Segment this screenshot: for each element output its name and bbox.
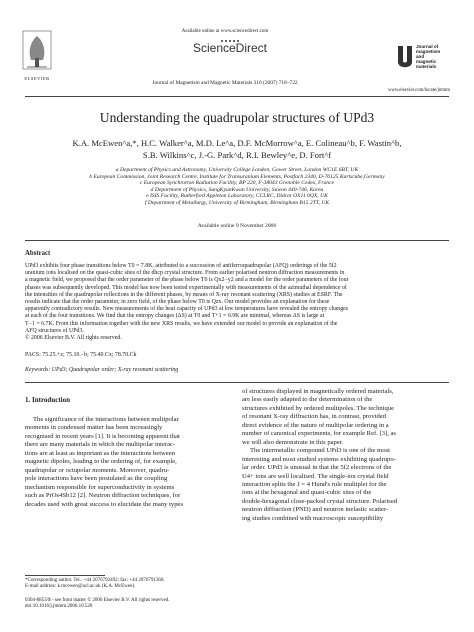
body-line: The intermetallic compound UPd3 is one of the most xyxy=(250,447,390,455)
sciencedirect-brand: ScienceDirect xyxy=(192,41,268,55)
left-column xyxy=(25,416,232,509)
body-line: double-hexagonal close-packed crystal structure. Polarised xyxy=(242,497,398,505)
body-line: The significance of the interactions between multipolar xyxy=(33,416,179,423)
journal-logo-line: magnetism xyxy=(416,49,441,54)
footnote-email[interactable]: E-mail address: k.mcewen@ucl.ac.uk (K.A. McEwen). xyxy=(25,584,136,589)
abstract-heading: Abstract xyxy=(25,250,51,257)
body-line: there are many materials in which the multipolar interac- xyxy=(25,441,176,449)
journal-reference: Journal of Magnetism and Magnetic Materials 310 (2007) 718–722 xyxy=(152,80,298,86)
affiliation-b: b European Commission, Joint Research Centre, Institute for Transuranium Elements, Postfach 2340, D-76125 Karlsruhe,Germany xyxy=(89,173,385,180)
body-line: tions are at least as important as the interactions between xyxy=(25,449,175,457)
sciencedirect-logo xyxy=(160,36,300,55)
body-line: ions at the hexagonal and quasi-cubic sites of the xyxy=(242,489,372,497)
body-line: pole interactions have been postulated as the coupling xyxy=(25,475,168,483)
affiliation-a: a Department of Physics and Astronomy, University College London, Gower Street, London WC1E 6BT, UK xyxy=(115,167,359,173)
body-line: ing studies combined with macroscopic susceptibility xyxy=(242,514,384,522)
abstract-line: a magnetic field, we proposed that the order parameter of the phase below T0 is Qx2−y2 and a model for the order parameters of the four xyxy=(25,277,349,284)
body-line: structures exhibited by ordered multipoles. The technique xyxy=(242,404,395,412)
abstract-line: apparently contradictory results. New measurements of the heat capacity of UPd3 at low temperatures have revealed the entropy changes xyxy=(25,306,349,313)
footnote-author: *Corresponding author. Tel.: +44 2076793492; fax: +44 2076791360. xyxy=(25,578,165,583)
journal-logo-line: Journal of xyxy=(416,44,439,49)
front-matter-footer xyxy=(25,598,325,610)
abstract-line: uranium ions localised on the quasi-cubic sites of the dhcp crystal structure. From earlier polarised neutron diffraction measurements in xyxy=(25,270,345,277)
body-line: recognised in recent years [1]. It is becoming apparent that xyxy=(25,432,180,440)
abstract-line: the intensities of the quadrupolar reflections in the different phases, by means of X-ray resonant scattering (XRS) studies at ESRF. The xyxy=(25,291,343,298)
authors-line-2: S.B. Wilkins^c, J.-G. Park^d, R.I. Bewley^e, D. Fort^f xyxy=(142,150,332,160)
abstract-bottom-rule xyxy=(25,382,449,383)
affiliation-c: c European Synchrotron Radiation Facility, BP 220, F-38043 Grenoble Cedex, France xyxy=(139,180,335,187)
journal-logo-line: and xyxy=(416,54,425,59)
abstract-line: results indicate that the order parameter, in zero field, of the phase below T0 is Qzx. Our model provides an explanation for these xyxy=(25,299,330,306)
footnote xyxy=(25,578,232,590)
body-line: number of canonical experiments, for example Ref. [3], as xyxy=(242,430,396,438)
body-line: of structures displayed in magnetically ordered materials, xyxy=(242,388,394,395)
footnote-rule xyxy=(25,575,105,576)
body-line: of resonant X-ray diffraction has, in contrast, provided xyxy=(242,413,386,421)
issn-line: 0304-8853/$ - see front matter © 2006 Elsevier B.V. All rights reserved. xyxy=(25,598,170,603)
publisher-name: ELSEVIER xyxy=(24,76,50,81)
body-line: are less easily adapted to the determination of the xyxy=(242,396,373,404)
body-line: such as PrOs4Sb12 [2]. Neutron diffraction techniques, for xyxy=(25,492,181,500)
abstract-line: AFQ structures of UPd3. xyxy=(25,327,84,334)
magnet-icon xyxy=(394,44,416,74)
copyright-line: © 2006 Elsevier B.V. All rights reserved. xyxy=(25,335,122,342)
abstract-body xyxy=(25,263,449,342)
authors-line-1: K.A. McEwen^a,*, H.C. Walker^a, M.D. Le^a, D.F. McMorrow^a, E. Colineau^b, F. Wastin^b, xyxy=(72,138,402,148)
journal-url-link[interactable]: www.elsevier.com/locate/jmmm xyxy=(387,88,450,93)
body-line: U4+ ions are well localised. The single-ion crystal field xyxy=(242,472,389,480)
body-line: quadrupolar or octupolar moments. Moreover, quadru- xyxy=(25,466,170,474)
body-line: we will also demonstrate in this paper. xyxy=(242,438,344,446)
header-rule xyxy=(25,96,449,97)
abstract-top-rule xyxy=(25,240,449,241)
abstract-line: at each of the four transitions. We find that the entropy changes (ΔS) at T0 and T+1 = 6.9K are minimal, whereas ΔS is large at xyxy=(25,313,325,320)
doi-line[interactable]: doi:10.1016/j.jmmm.2006.10.520 xyxy=(25,604,93,609)
body-line: mechanism responsible for superconductivity in systems xyxy=(25,483,175,491)
affiliation-e: e ISIS Facility, Rutherford Appleton Laboratory, CCLRC, Didcot OX11 0QX, UK xyxy=(146,193,328,200)
body-line: direct evidence of the nature of multipolar ordering in a xyxy=(242,421,389,429)
affiliation-f: f Department of Metallurgy, University of Birmingham, Birmingham B15 2TT, UK xyxy=(144,199,330,206)
abstract-line: T−1 = 6.7K. From this information together with the new XRS results, we have extended our model to provide an explanation of the xyxy=(25,320,338,327)
journal-logo xyxy=(394,42,450,78)
body-line: magnetic dipoles, leading to the ordering of, for example, xyxy=(25,458,177,466)
journal-logo-line: materials xyxy=(416,64,437,69)
pacs-line: PACS: 75.25.+z; 75.10.−b; 75.40.Cx; 78.70.Ck xyxy=(25,352,137,358)
right-column xyxy=(242,388,449,523)
journal-logo-line: magnetic xyxy=(416,59,437,64)
body-line: lar order. UPd3 is unusual in that the 5f2 electrons of the xyxy=(242,464,392,472)
affiliations xyxy=(25,167,449,207)
body-line: neutron diffraction (PND) and neutron inelastic scatter- xyxy=(242,506,389,514)
abstract-line: phases was subsequently developed. This model has now been tested experimentally with measurements of the azimuthal dependence of xyxy=(25,284,347,291)
available-online-text: Available online at www.sciencedirect.com xyxy=(181,29,269,34)
abstract-line: UPd3 exhibits four phase transitions below T0 = 7.8K, attributed to a succession of antiferroquadrupolar (AFQ) orderings of the 5f2 xyxy=(25,263,337,269)
affiliation-d: d Department of Physics, SungKyunKwan University, Suwon 440-746, Korea xyxy=(150,186,324,193)
elsevier-logo xyxy=(22,30,52,81)
paper-title: Understanding the quadrupolar structures of UPd3 xyxy=(99,110,375,125)
available-date: Available online 9 November 2006 xyxy=(197,223,277,229)
body-line: interaction splits the J = 4 Hund's rule multiplet for the xyxy=(242,480,387,488)
body-line: interesting and most studied systems exhibiting quadrupo- xyxy=(242,455,396,463)
section-heading: 1. Introduction xyxy=(25,396,70,404)
body-line: moments in condensed matter has been increasingly xyxy=(25,424,163,432)
keywords-line: Keywords: UPd3; Quadrupolar order; X-ray resonant scattering xyxy=(25,367,179,373)
body-line: decades used with great success to elucidate the many types xyxy=(25,500,184,508)
